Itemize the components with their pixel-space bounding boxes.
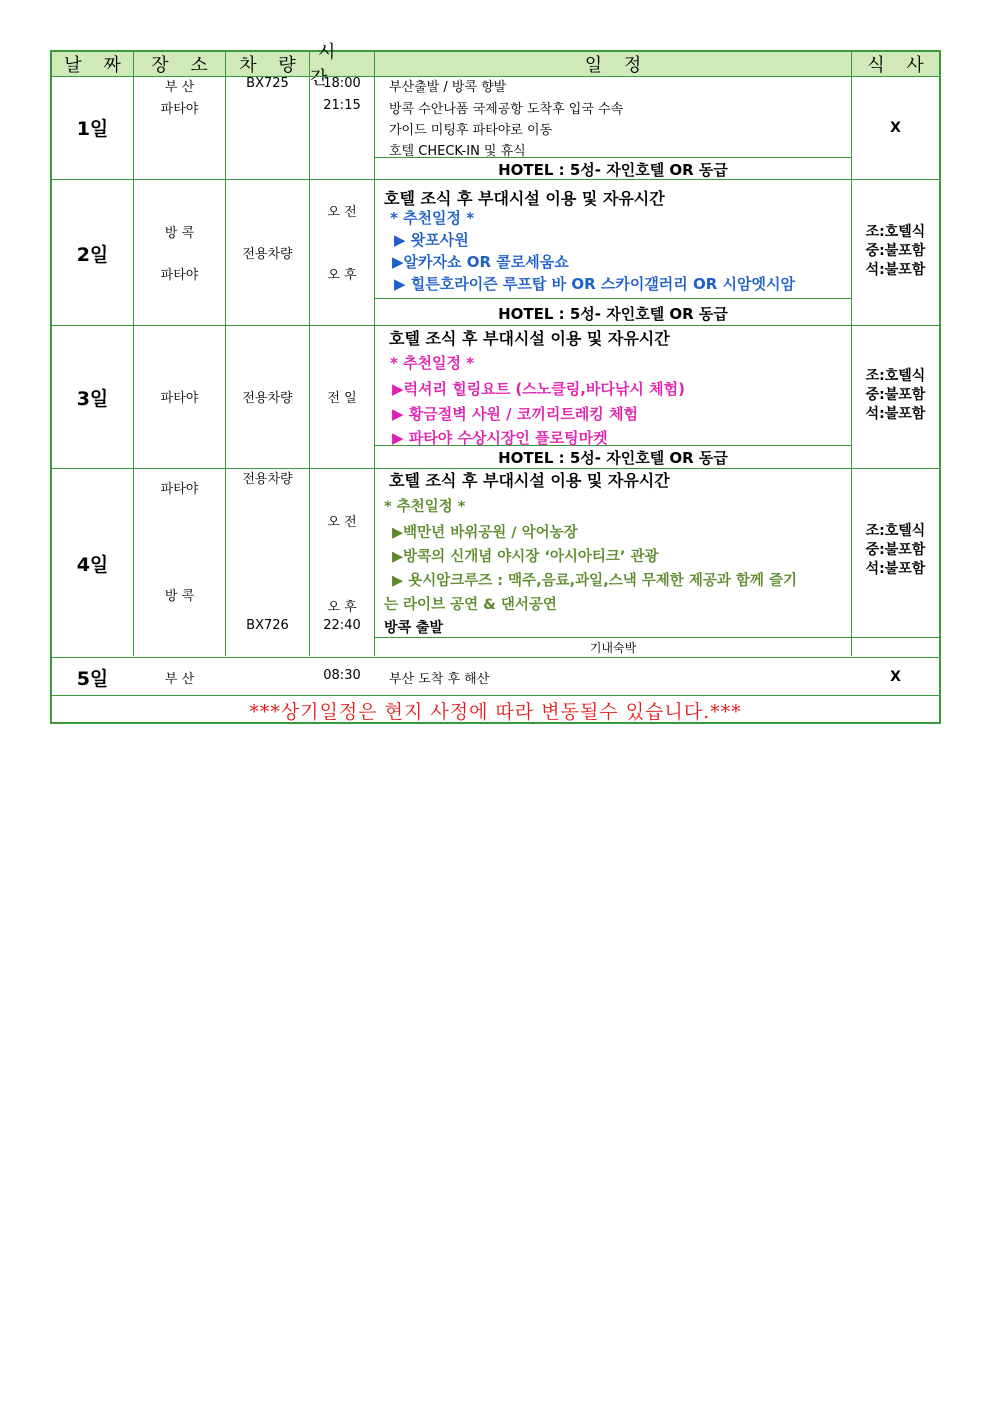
time: 오 전	[327, 205, 357, 220]
place: 파타야	[160, 102, 199, 117]
time: 08:30	[323, 668, 361, 683]
time: 18:00	[323, 76, 361, 91]
schedule-line: 가이드 미팅후 파타야로 이동	[389, 123, 553, 138]
schedule-heading: 호텔 조식 후 부대시설 이용 및 자유시간	[389, 329, 670, 348]
meal-info: 석:불포함	[865, 406, 926, 422]
recommended-label: * 추천일정 *	[390, 209, 475, 227]
meal-info: 중:불포함	[865, 542, 926, 558]
departure-line: 방콕 출발	[384, 620, 443, 636]
header-schedule: 일 정	[375, 52, 851, 76]
meal-info: 석:불포함	[865, 262, 926, 278]
recommended-label: * 추천일정 *	[390, 354, 475, 372]
time: 오 후	[327, 268, 357, 283]
meal-info: 중:불포함	[865, 243, 926, 259]
header-place: 장 소	[134, 52, 225, 76]
header-date: 날 짜	[52, 52, 133, 76]
meal-info: 조:호텔식	[865, 224, 926, 240]
header-meal: 식 사	[852, 52, 939, 76]
schedule-heading: 호텔 조식 후 부대시설 이용 및 자유시간	[389, 471, 670, 490]
vehicle: 전용차량	[242, 391, 293, 406]
column-divider	[374, 52, 375, 656]
day-label: 1일	[76, 118, 109, 140]
time: 오 전	[327, 515, 357, 530]
place: 파타야	[160, 482, 199, 497]
meal-info: 조:호텔식	[865, 368, 926, 384]
place: 파타야	[160, 268, 199, 283]
schedule-line: 호텔 CHECK-IN 및 휴식	[389, 144, 526, 159]
place: 방 콕	[164, 589, 195, 604]
row-divider	[375, 637, 939, 638]
header-time: 시 간	[310, 52, 374, 76]
hotel-info: HOTEL : 5성- 자인호텔 OR 동급	[498, 161, 728, 179]
place: 부 산	[164, 80, 195, 95]
schedule-heading: 호텔 조식 후 부대시설 이용 및 자유시간	[384, 189, 665, 208]
hotel-info: HOTEL : 5성- 자인호텔 OR 동급	[498, 305, 728, 323]
recommended-item: ▶백만년 바위공원 / 악어농장	[392, 525, 578, 541]
time: 21:15	[323, 98, 361, 113]
column-divider	[225, 52, 226, 656]
meal-info: X	[890, 669, 901, 685]
day-label: 3일	[76, 388, 109, 410]
overnight-note: 기내숙박	[589, 641, 637, 655]
recommended-item: 는 라이브 공연 & 댄서공연	[384, 597, 557, 613]
recommended-item: ▶ 왓포사원	[394, 231, 469, 249]
time: 오 후	[327, 600, 357, 615]
day-label: 4일	[76, 554, 109, 576]
recommended-item: ▶ 욧시암크루즈 : 맥주,음료,과일,스낵 무제한 제공과 함께 즐기	[392, 573, 797, 589]
schedule-line: 방콕 수안나폼 국제공항 도착후 입국 수속	[389, 102, 624, 117]
row-divider	[52, 657, 939, 658]
vehicle: 전용차량	[242, 472, 293, 487]
flight-number: BX725	[246, 76, 289, 91]
vehicle: 전용차량	[242, 247, 293, 262]
schedule-line: 부산출발 / 방콕 향발	[389, 80, 507, 95]
schedule-change-note: ***상기일정은 현지 사정에 따라 변동될수 있습니다.***	[249, 701, 742, 723]
column-divider	[309, 52, 310, 656]
recommended-item: ▶ 파타야 수상시장인 플로팅마켓	[392, 429, 608, 447]
time: 전 일	[327, 391, 357, 406]
meal-info: 석:불포함	[865, 561, 926, 577]
meal-info: 중:불포함	[865, 387, 926, 403]
flight-number: BX726	[246, 618, 289, 633]
place: 부 산	[164, 672, 195, 687]
recommended-item: ▶ 황금절벽 사원 / 코끼리트레킹 체험	[392, 405, 638, 423]
place: 파타야	[160, 391, 199, 406]
recommended-item: ▶ 힐튼호라이즌 루프탑 바 OR 스카이갤러리 OR 시암엣시암	[394, 275, 795, 293]
recommended-label: * 추천일정 *	[384, 499, 466, 515]
meal-info: X	[890, 120, 901, 136]
recommended-item: ▶알카자쇼 OR 콜로세움쇼	[392, 253, 569, 271]
column-divider	[133, 52, 134, 656]
place: 방 콕	[164, 226, 195, 241]
schedule-line: 부산 도착 후 해산	[389, 672, 490, 687]
recommended-item: ▶방콕의 신개념 야시장 ‘아시아티크’ 관광	[392, 549, 659, 565]
row-divider	[375, 298, 851, 299]
hotel-info: HOTEL : 5성- 자인호텔 OR 동급	[498, 449, 728, 467]
row-divider	[52, 695, 939, 696]
meal-info: 조:호텔식	[865, 523, 926, 539]
day-label: 5일	[76, 668, 109, 690]
itinerary-table	[50, 42, 941, 724]
time: 22:40	[323, 618, 361, 633]
day-label: 2일	[76, 244, 109, 266]
header-vehicle: 차 량	[226, 52, 309, 76]
recommended-item: ▶럭셔리 힐링요트 (스노클링,바다낚시 체험)	[392, 380, 685, 398]
